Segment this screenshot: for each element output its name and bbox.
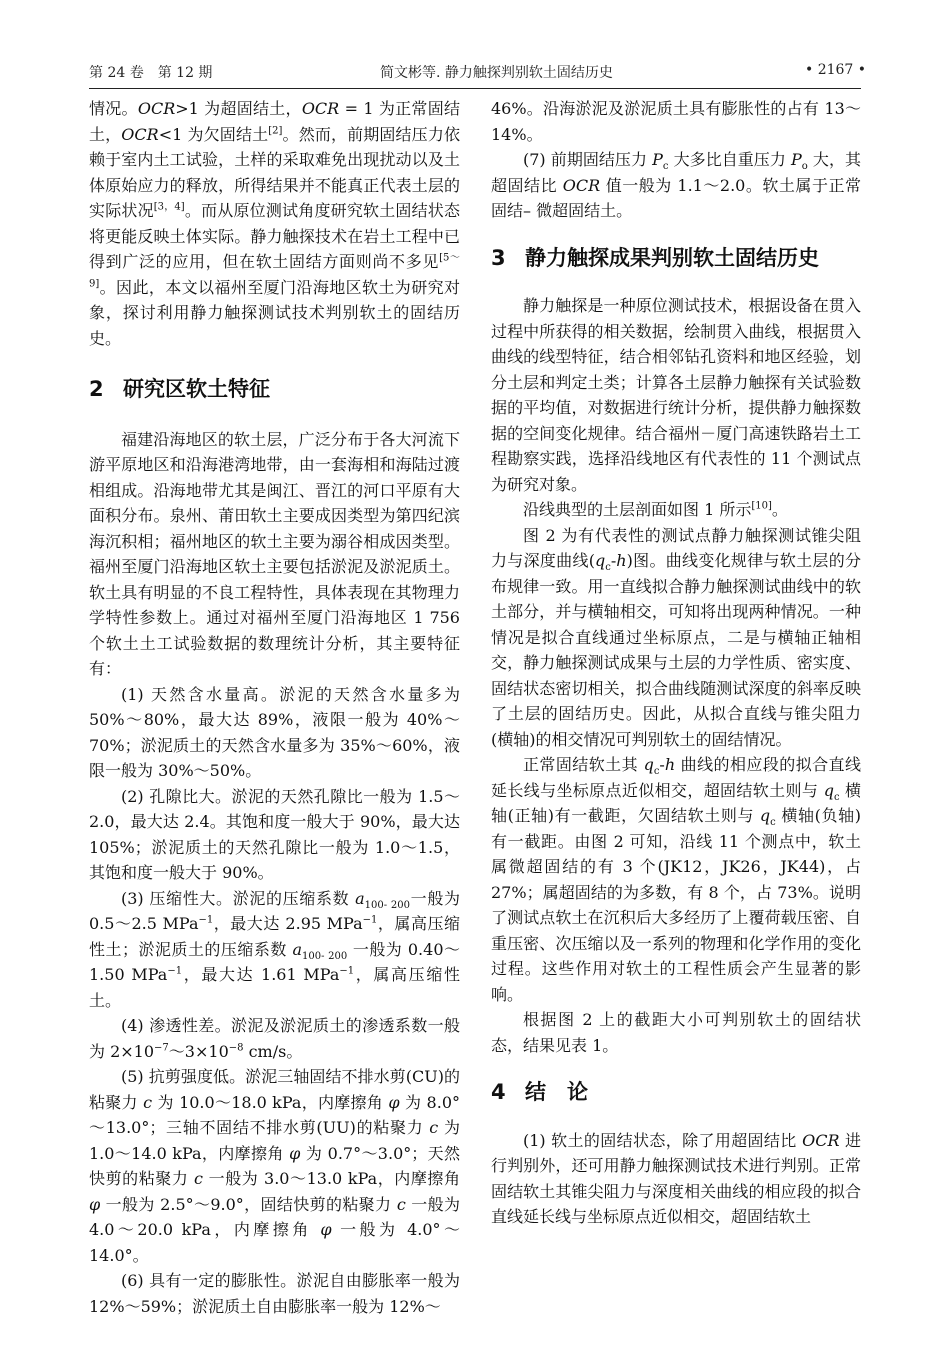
body-paragraph: 静力触探是一种原位测试技术，根据设备在贯入过程中所获得的相关数据，绘制贯入曲线，根据贯入曲线的线型特征，结合相邻钻孔资料和地区经验，划分土层和判定土类；计算各土层静力触探有关试验数据的平均值，对数据进行统计分析，提供静力触探数据的空间变化规律。结合福州－厦门高速铁路岩土工程勘察实践，选择沿线地区有代表性的 11 个测试点为研究对象。 [491, 296, 861, 494]
list-item: (2) 孔隙比大。淤泥的天然孔隙比一般为 1.5～2.0，最大达 2.4。其饱和度一般大于 90%，最大达 105%；淤泥质土的天然孔隙比一般为 1.0～1.5，其饱和度一般大于 90%。 [89, 786, 460, 882]
continued-text: 46%。沿海淤泥及淤泥质土具有膨胀性的占有 13～14%。 [491, 99, 861, 144]
body-paragraph: (1) 软土的固结状态，除了用超固结比 OCR 进行判别外，还可用静力触探测试技术进行判别。正常固结软土其锥尖阻力与深度相关曲线的相应段的拟合直线延长线与坐标原点近似相交，超固结软土 [491, 1130, 861, 1226]
page-number: • 2167 • [805, 62, 867, 78]
body-paragraph: 沿线典型的土层剖面如图 1 所示[10]。 [523, 500, 788, 519]
citation: [5～9] [89, 252, 460, 290]
left-column [89, 96, 460, 1319]
header-rule [89, 88, 861, 89]
citation: [10] [751, 500, 772, 512]
list-item: (4) 渗透性差。淤泥及淤泥质土的渗透系数一般为 $2\times 10^{-7}\sim 3\times 10^{-8}$ cm/s。 [89, 1016, 460, 1061]
list-item: (1) 天然含水量高。淤泥的天然含水量多为 50%～80%，最大达 89%，液限一般为 40%～70%；淤泥质土的天然含水量多为 35%～60%，液限一般为 30%～50%。 [89, 684, 460, 780]
running-title: 简文彬等. 静力触探判别软土固结历史 [380, 65, 613, 81]
body-paragraph: 根据图 2 上的截距大小可判别软土的固结状态，结果见表 1。 [491, 1010, 861, 1055]
list-item: (3) 压缩性大。淤泥的压缩系数 $a_{100- 200}$一般为 0.5～2.5 MPa$^{-1}$，最大达 2.95 MPa$^{-1}$，属高压缩性土；淤泥质土的压缩系数 $a_{100- 200}$ 一般为 0.40～1.50 MPa$^{-1}$，最大达 1.61 MPa$^{-1}$，属高压缩性土。 [89, 888, 460, 1010]
citation: [2] [268, 125, 283, 137]
right-column [491, 96, 861, 1230]
section-2-heading: 2 研究区软土特征 [89, 377, 270, 401]
body-paragraph: 图 2 为有代表性的测试点静力触探测试锥尖阻力与深度曲线$(q_c-h)$图。曲线变化规律与软土层的分布规律一致。用一直线拟合静力触探测试曲线中的软土部分，并与横轴相交，可知将出现两种情况。一种情况是拟合直线通过坐标原点，二是与横轴正轴相交，静力触探测试成果与土层的力学性质、密实度、固结状态密切相关，拟合曲线随测试深度的斜率反映了土层的固结历史。因此，从拟合直线与锥尖阻力(横轴)的相交情况可判别软土的固结情况。 [491, 525, 861, 749]
citation: [3，4] [153, 201, 185, 213]
list-item: (6) 具有一定的膨胀性。淤泥自由膨胀率一般为 12%～59%；淤泥质土自由膨胀率一般为 12%～ [89, 1271, 460, 1316]
volume-issue: 第 24 卷 第 12 期 [89, 65, 213, 81]
intro-paragraph: 情况。OCR>1 为超固结土，OCR = 1 为正常固结土，OCR<1 为欠固结土[2]。然而，前期固结压力依赖于室内土工试验，土样的采取难免出现扰动以及土体原始应力的释放，所得结果并不能真正代表土层的实际状况[3，4]。而从原位测试角度研究软土固结状态将更能反映土体实际。静力触探技术在岩土工程中已得到广泛的应用，但在软土固结方面则尚不多见[5～9]。因此，本文以福州至厦门沿海地区软土为研究对象，探讨利用静力触探测试技术判别软土的固结历史。 [89, 99, 460, 348]
list-item: (7) 前期固结压力 $P_c$ 大多比自重压力 $P_o$ 大，其超固结比 OCR 值一般为 1.1～2.0。软土属于正常固结– 微超固结土。 [491, 150, 861, 220]
body-paragraph: 正常固结软土其 $q_c-h$ 曲线的相应段的拟合直线延长线与坐标原点近似相交，超固结软土则与 $q_c$ 横轴(正轴)有一截距，欠固结软土则与 $q_c$ 横轴(负轴)有一截距。由图 2 可知，沿线 11 个测点中，软土属微超固结的有 3 个(JK12，JK26，JK44)，占 27%；属超固结的为多数，有 8 个，占 73%。说明了测试点软土在沉积后大多经历了上覆荷载压密、自重压密、次压缩以及一系列的物理和化学作用的变化过程。这些作用对软土的工程性质会产生显著的影响。 [491, 755, 861, 1004]
section-3-heading: 3 静力触探成果判别软土固结历史 [491, 245, 819, 270]
list-item: (5) 抗剪强度低。淤泥三轴固结不排水剪(CU)的粘聚力 c 为 10.0～18.0 kPa，内摩擦角 φ 为 8.0°～13.0°；三轴不固结不排水剪(UU)的粘聚力 c 为 1.0～14.0 kPa，内摩擦角 φ 为 0.7°～3.0°；天然快剪的粘聚力 c 一般为 3.0～13.0 kPa，内摩擦角 φ 一般为 2.5°～9.0°，固结快剪的粘聚力 c 一般为 4.0～20.0 kPa，内摩擦角 φ 一般为 4.0°～14.0°。 [89, 1067, 460, 1265]
section-4-heading: 4 结 论 [491, 1080, 588, 1104]
body-paragraph: 福建沿海地区的软土层，广泛分布于各大河流下游平原地区和沿海港湾地带，由一套海相和海陆过渡相组成。沿海地带尤其是闽江、晋江的河口平原有大面积分布。泉州、莆田软土主要成因类型为第四纪滨海沉积相；福州地区的软土主要为溺谷相成因类型。福州至厦门沿海地区软土主要包括淤泥及淤泥质土。软土具有明显的不良工程特性，具体表现在其物理力学特性参数上。通过对福州至厦门沿海地区 1 756 个软土土工试验数据的数理统计分析，其主要特征有： [89, 429, 460, 678]
